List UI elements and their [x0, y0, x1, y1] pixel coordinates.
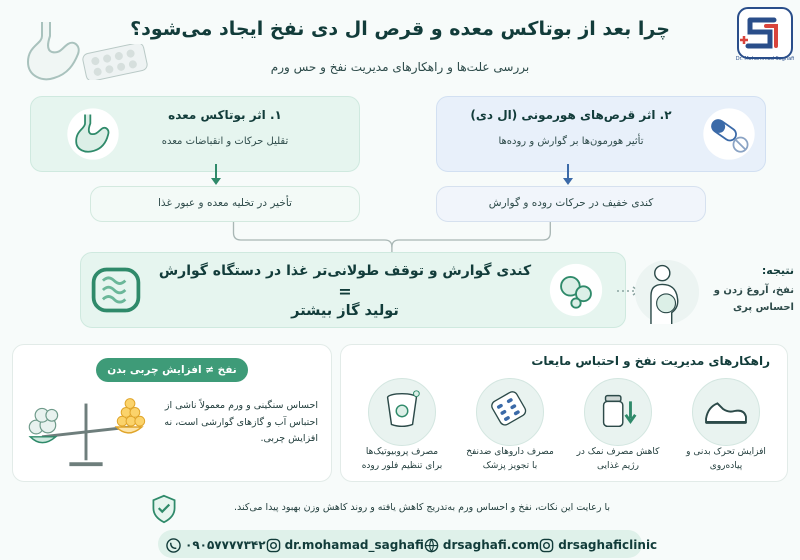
- equals-sign: =: [338, 282, 352, 301]
- gas-bubbles-icon: [548, 262, 604, 318]
- page-subtitle: بررسی علت‌ها و راهکارهای مدیریت نفخ و حس ورم: [270, 60, 530, 74]
- botox-subtitle: تقلیل حرکات و انقباضات معده: [161, 136, 289, 147]
- pill-pack-icon: [486, 388, 534, 432]
- website-url: drsaghafi.com: [442, 538, 540, 552]
- yogurt-icon: [378, 386, 426, 434]
- clinic-handle: drsaghaficlinic: [558, 538, 658, 552]
- phone-number: ۰۹۰۵۷۷۷۷۳۴۲: [185, 538, 266, 552]
- ld-title: ۲. اثر قرص‌های هورمونی (ال دی): [470, 108, 672, 122]
- clinic-contact[interactable]: [539, 538, 657, 553]
- arrow-down-head: [563, 178, 573, 185]
- instagram-icon: [539, 538, 554, 553]
- stomach-icon: [20, 18, 84, 86]
- result-label: نتیجه:: [761, 264, 794, 277]
- globe-icon: [424, 538, 439, 553]
- strategies-title: راهکارهای مدیریت نفخ و احتباس مایعات: [531, 354, 770, 368]
- strategy-2-text: کاهش مصرف نمک در رژیم غذایی: [576, 447, 660, 471]
- sneaker-icon: [702, 392, 750, 430]
- intestine-icon: [88, 262, 144, 318]
- instagram-contact[interactable]: [266, 538, 424, 553]
- footer-note: با رعایت این نکات، نفخ و احساس ورم به‌تدریج کاهش یافته و روند کاهش وزن بهبود پیدا می‌کند.: [234, 502, 610, 513]
- bloating-not-fat-badge: نفخ ≠ افزایش چربی بدن: [96, 358, 248, 382]
- shield-check-icon: [150, 494, 178, 524]
- botox-effect-text: تأخیر در تخلیه معده و عبور غذا: [158, 197, 292, 209]
- instagram-icon: [266, 538, 281, 553]
- strategy-3-text: مصرف داروهای ضدنفخ با تجویز پزشک: [466, 447, 554, 471]
- whatsapp-icon: [166, 538, 181, 553]
- strategy-1-text: افزایش تحرک بدنی و پیاده‌روی: [686, 447, 766, 471]
- ld-effect-text: کندی خفیف در حرکات روده و گوارش: [488, 197, 654, 209]
- arrow-down-head: [211, 178, 221, 185]
- more-gas-text: تولید گاز بیشتر: [291, 303, 399, 319]
- phone-contact[interactable]: [166, 538, 266, 553]
- result-text: نفخ، آروغ زدن و احساس پری: [713, 285, 794, 313]
- strategy-4-text: مصرف پروبیوتیک‌ها برای تنظیم فلور روده: [361, 447, 443, 471]
- contact-row: [166, 535, 658, 555]
- digestion-slowdown-text: کندی گوارش و توقف طولانی‌تر غذا در دستگاه گوارش: [158, 263, 532, 279]
- botox-title: ۱. اثر بوتاکس معده: [168, 108, 282, 122]
- balance-scale-icon: [22, 384, 150, 472]
- bloating-explanation: احساس سنگینی و ورم معمولاً ناشی از احتباس آب و گازهای گوارشی است، نه افزایش چربی.: [164, 400, 318, 445]
- logo-caption: Dr. Mohammad Saghafi: [735, 56, 795, 62]
- capsule-pill-icon: [698, 104, 760, 164]
- website-contact[interactable]: [424, 538, 539, 553]
- pill-blister-icon: [80, 44, 150, 80]
- ld-subtitle: تأثیر هورمون‌ها بر گوارش و روده‌ها: [498, 136, 644, 147]
- instagram-handle: dr.mohamad_saghafi: [284, 538, 424, 552]
- bloated-person-icon: [634, 254, 700, 330]
- salt-shaker-icon: [594, 386, 642, 434]
- page-title: چرا بعد از بوتاکس معده و قرص ال دی نفخ ایجاد می‌شود؟: [130, 18, 670, 40]
